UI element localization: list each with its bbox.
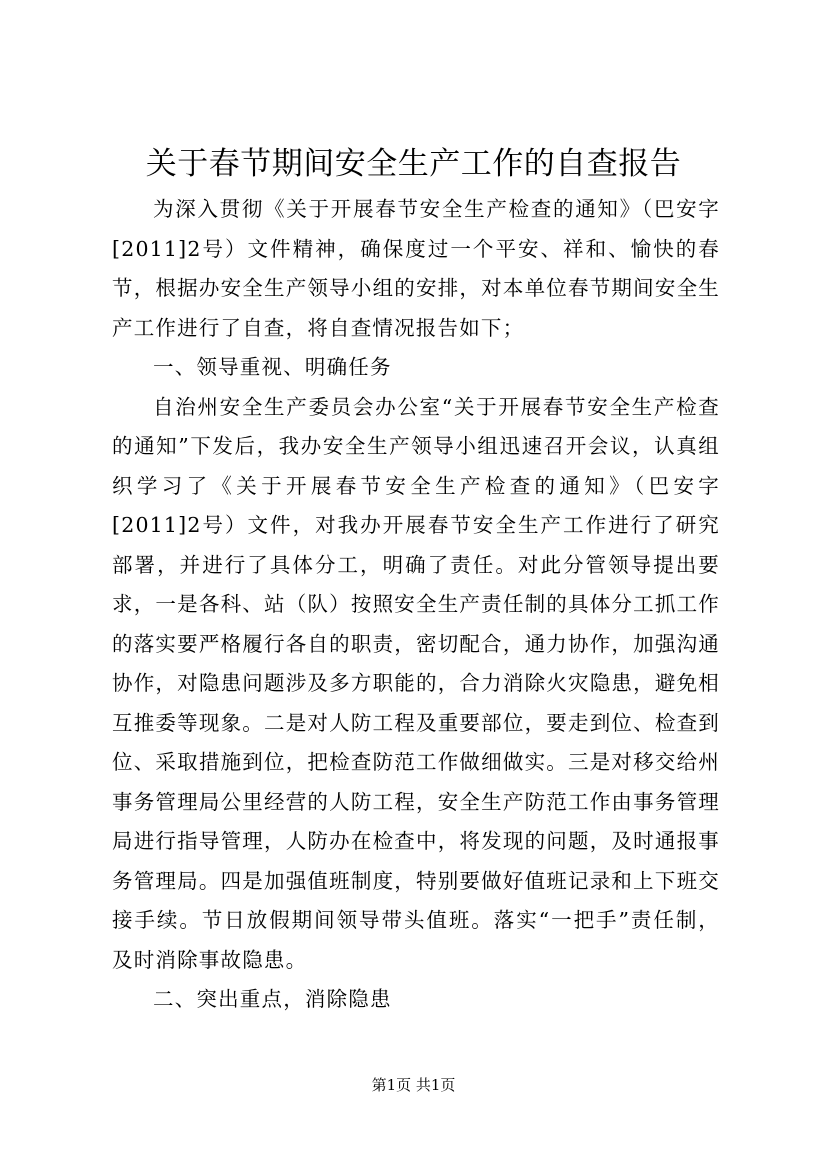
intro-paragraph: 为深入贯彻《关于开展春节安全生产检查的通知》（巴安字[2011]2号）文件精神，确保度过一个平安、祥和、愉快的春节，根据办安全生产领导小组的安排，对本单位春节期间安全生产工作进行了自查，将自查情况报告如下； xyxy=(112,197,720,340)
document-title: 关于春节期间安全生产工作的自查报告 xyxy=(145,146,682,182)
section-heading-2: 二、突出重点，消除隐患 xyxy=(153,987,392,1011)
section-1-paragraph: 自治州安全生产委员会办公室“关于开展春节安全生产检查的通知”下发后，我办安全生产领导小组迅速召开会议，认真组织学习了《关于开展春节安全生产检查的通知》（巴安字[2011]2号）文件，对我办开展春节安全生产工作进行了研究部署，并进行了具体分工，明确了责任。对此分管领导提出要求，一是各科、站（队）按照安全生产责任制的具体分工抓工作的落实要严格履行各自的职责，密切配合，通力协作，加强沟通协作，对隐患问题涉及多方职能的，合力消除火灾隐患，避免相互推委等现象。二是对人防工程及重要部位，要走到位、检查到位、采取措施到位，把检查防范工作做细做实。三是对移交给州事务管理局公里经营的人防工程，安全生产防范工作由事务管理局进行指导管理，人防办在检查中，将发现的问题，及时通报事务管理局。四是加强值班制度，特别要做好值班记录和上下班交接手续。节日放假期间领导带头值班。落实“一把手”责任制，及时消除事故隐患。 xyxy=(112,394,720,972)
page-number-footer: 第1页 共1页 xyxy=(371,1076,456,1094)
document-body xyxy=(112,190,720,1020)
section-heading-1: 一、领导重视、明确任务 xyxy=(153,355,392,379)
